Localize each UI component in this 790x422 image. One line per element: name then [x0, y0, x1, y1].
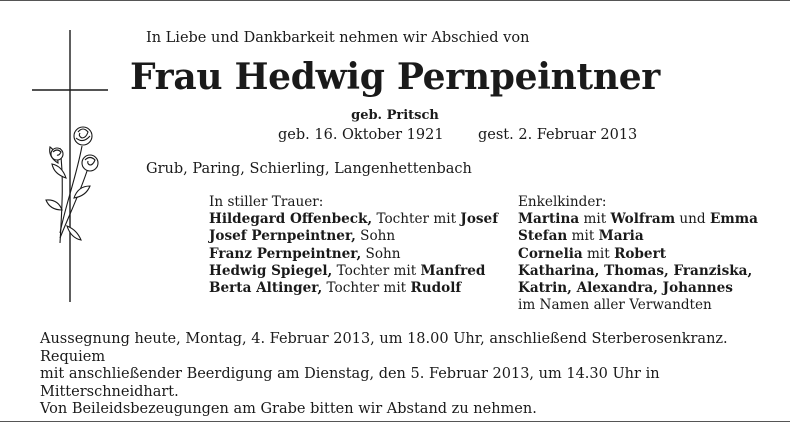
intro-line: In Liebe und Dankbarkeit nehmen wir Abschied von — [146, 30, 530, 46]
funeral-notice — [40, 331, 780, 419]
death-date: gest. 2. Februar 2013 — [478, 127, 638, 143]
list-item: Hildegard Offenbeck, Tochter mit Josef — [209, 211, 499, 228]
list-item: Berta Altinger, Tochter mit Rudolf — [209, 280, 462, 297]
notice-line: Aussegnung heute, Montag, 4. Februar 2013, um 18.00 Uhr, anschließend Sterberosenkranz. Requiem — [40, 331, 728, 365]
notice-line: mit anschließender Beerdigung am Dienstag, den 5. Februar 2013, um 14.30 Uhr in Mitterschneidhart. — [40, 366, 660, 400]
list-item: Franz Pernpeintner, Sohn — [209, 245, 401, 262]
deceased-name: Frau Hedwig Pernpeintner — [130, 56, 660, 98]
birth-date: geb. 16. Oktober 1921 — [278, 127, 444, 143]
mourners-list — [209, 194, 498, 297]
grandchildren-footer: im Namen aller Verwandten — [518, 297, 712, 314]
list-item: Cornelia mit Robert — [518, 245, 667, 262]
mourners-heading: In stiller Trauer: — [209, 194, 324, 210]
maiden-name: geb. Pritsch — [351, 108, 439, 123]
place-list: Grub, Paring, Schierling, Langenhettenbach — [146, 161, 472, 177]
list-item: Martina mit Wolfram und Emma — [518, 211, 758, 228]
list-item: Josef Pernpeintner, Sohn — [209, 228, 396, 245]
grandchildren-list — [518, 194, 758, 314]
list-item: Katrin, Alexandra, Johannes — [518, 280, 733, 297]
list-item: Stefan mit Maria — [518, 228, 644, 245]
grandchildren-heading: Enkelkinder: — [518, 194, 607, 210]
list-item: Katharina, Thomas, Franziska, — [518, 262, 753, 279]
notice-line: Von Beileidsbezeugungen am Grabe bitten wir Abstand zu nehmen. — [40, 401, 537, 417]
list-item: Hedwig Spiegel, Tochter mit Manfred — [209, 262, 486, 279]
